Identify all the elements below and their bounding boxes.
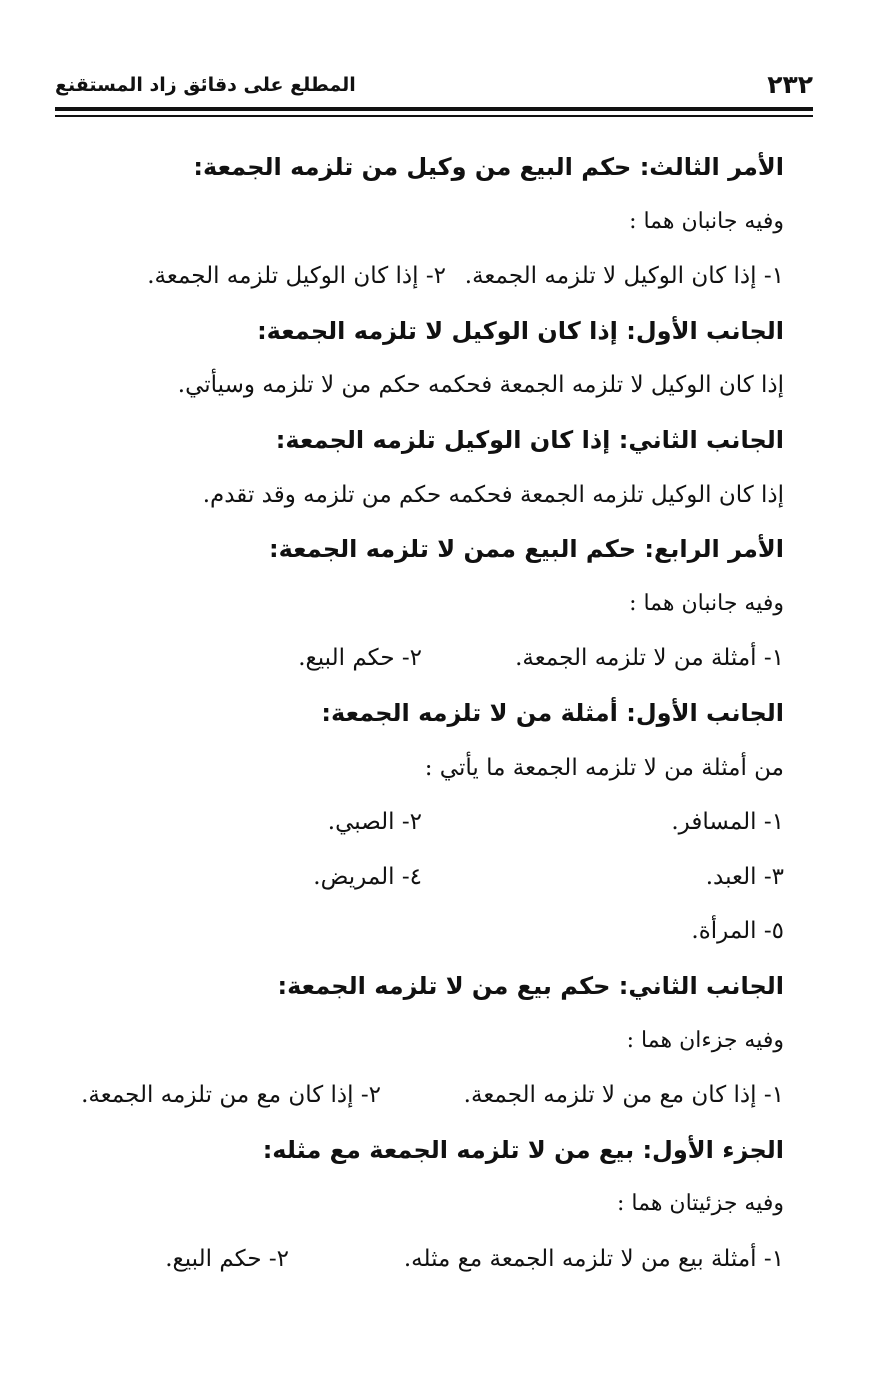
list-item: ٣- العبد. (705, 863, 784, 890)
subsection-heading: الجانب الثاني: حكم بيع من لا تلزمه الجمعة: (277, 971, 784, 1000)
subsection-heading: الجانب الأول: أمثلة من لا تلزمه الجمعة: (321, 698, 784, 727)
list-item: ١- المسافر. (671, 809, 784, 836)
list-item: ٢- حكم البيع. (165, 1245, 289, 1272)
list-item: ١- أمثلة من لا تلزمه الجمعة. (515, 645, 784, 672)
numbered-list-row (40, 1068, 784, 1123)
numbered-list-row (40, 795, 784, 850)
numbered-list-row (40, 249, 784, 304)
subsection-heading: الجزء الأول: بيع من لا تلزمه الجمعة مع مثله: (262, 1135, 784, 1164)
paragraph: وفيه جزءان هما : (626, 1027, 784, 1053)
paragraph: وفيه جزئيتان هما : (617, 1191, 784, 1217)
list-item: ١- إذا كان مع من لا تلزمه الجمعة. (463, 1082, 784, 1109)
numbered-list-row (40, 1232, 784, 1287)
list-item: ٢- إذا كان الوكيل تلزمه الجمعة. (147, 263, 446, 290)
list-item: ٥- المرأة. (691, 918, 784, 945)
numbered-list-row (40, 850, 784, 905)
list-item: ٢- إذا كان مع من تلزمه الجمعة. (81, 1082, 381, 1109)
header-rule-thin (55, 115, 813, 117)
header-rule-thick (55, 107, 813, 111)
list-item: ١- أمثلة بيع من لا تلزمه الجمعة مع مثله. (403, 1245, 784, 1272)
section-heading: الأمر الثالث: حكم البيع من وكيل من تلزمه الجمعة: (193, 153, 784, 181)
page-body (40, 140, 784, 1286)
paragraph: وفيه جانبان هما : (629, 208, 784, 234)
paragraph: وفيه جانبان هما : (629, 590, 784, 616)
numbered-list-row (40, 631, 784, 686)
paragraph: إذا كان الوكيل لا تلزمه الجمعة فحكمه حكم من لا تلزمه وسيأتي. (177, 372, 784, 399)
list-item: ٢- حكم البيع. (298, 645, 422, 672)
page-header (55, 64, 813, 106)
running-title: المطلع على دقائق زاد المستقنع (55, 74, 356, 96)
subsection-heading: الجانب الثاني: إذا كان الوكيل تلزمه الجمعة: (275, 425, 784, 454)
list-item: ١- إذا كان الوكيل لا تلزمه الجمعة. (464, 263, 784, 290)
subsection-heading: الجانب الأول: إذا كان الوكيل لا تلزمه الجمعة: (257, 316, 784, 345)
section-heading: الأمر الرابع: حكم البيع ممن لا تلزمه الجمعة: (269, 535, 784, 564)
paragraph: إذا كان الوكيل تلزمه الجمعة فحكمه حكم من تلزمه وقد تقدم. (202, 481, 784, 508)
page-number: ٢٣٢ (767, 70, 813, 99)
list-item: ٢- الصبي. (327, 809, 422, 836)
paragraph: من أمثلة من لا تلزمه الجمعة ما يأتي : (424, 754, 784, 781)
list-item: ٤- المريض. (313, 863, 422, 890)
